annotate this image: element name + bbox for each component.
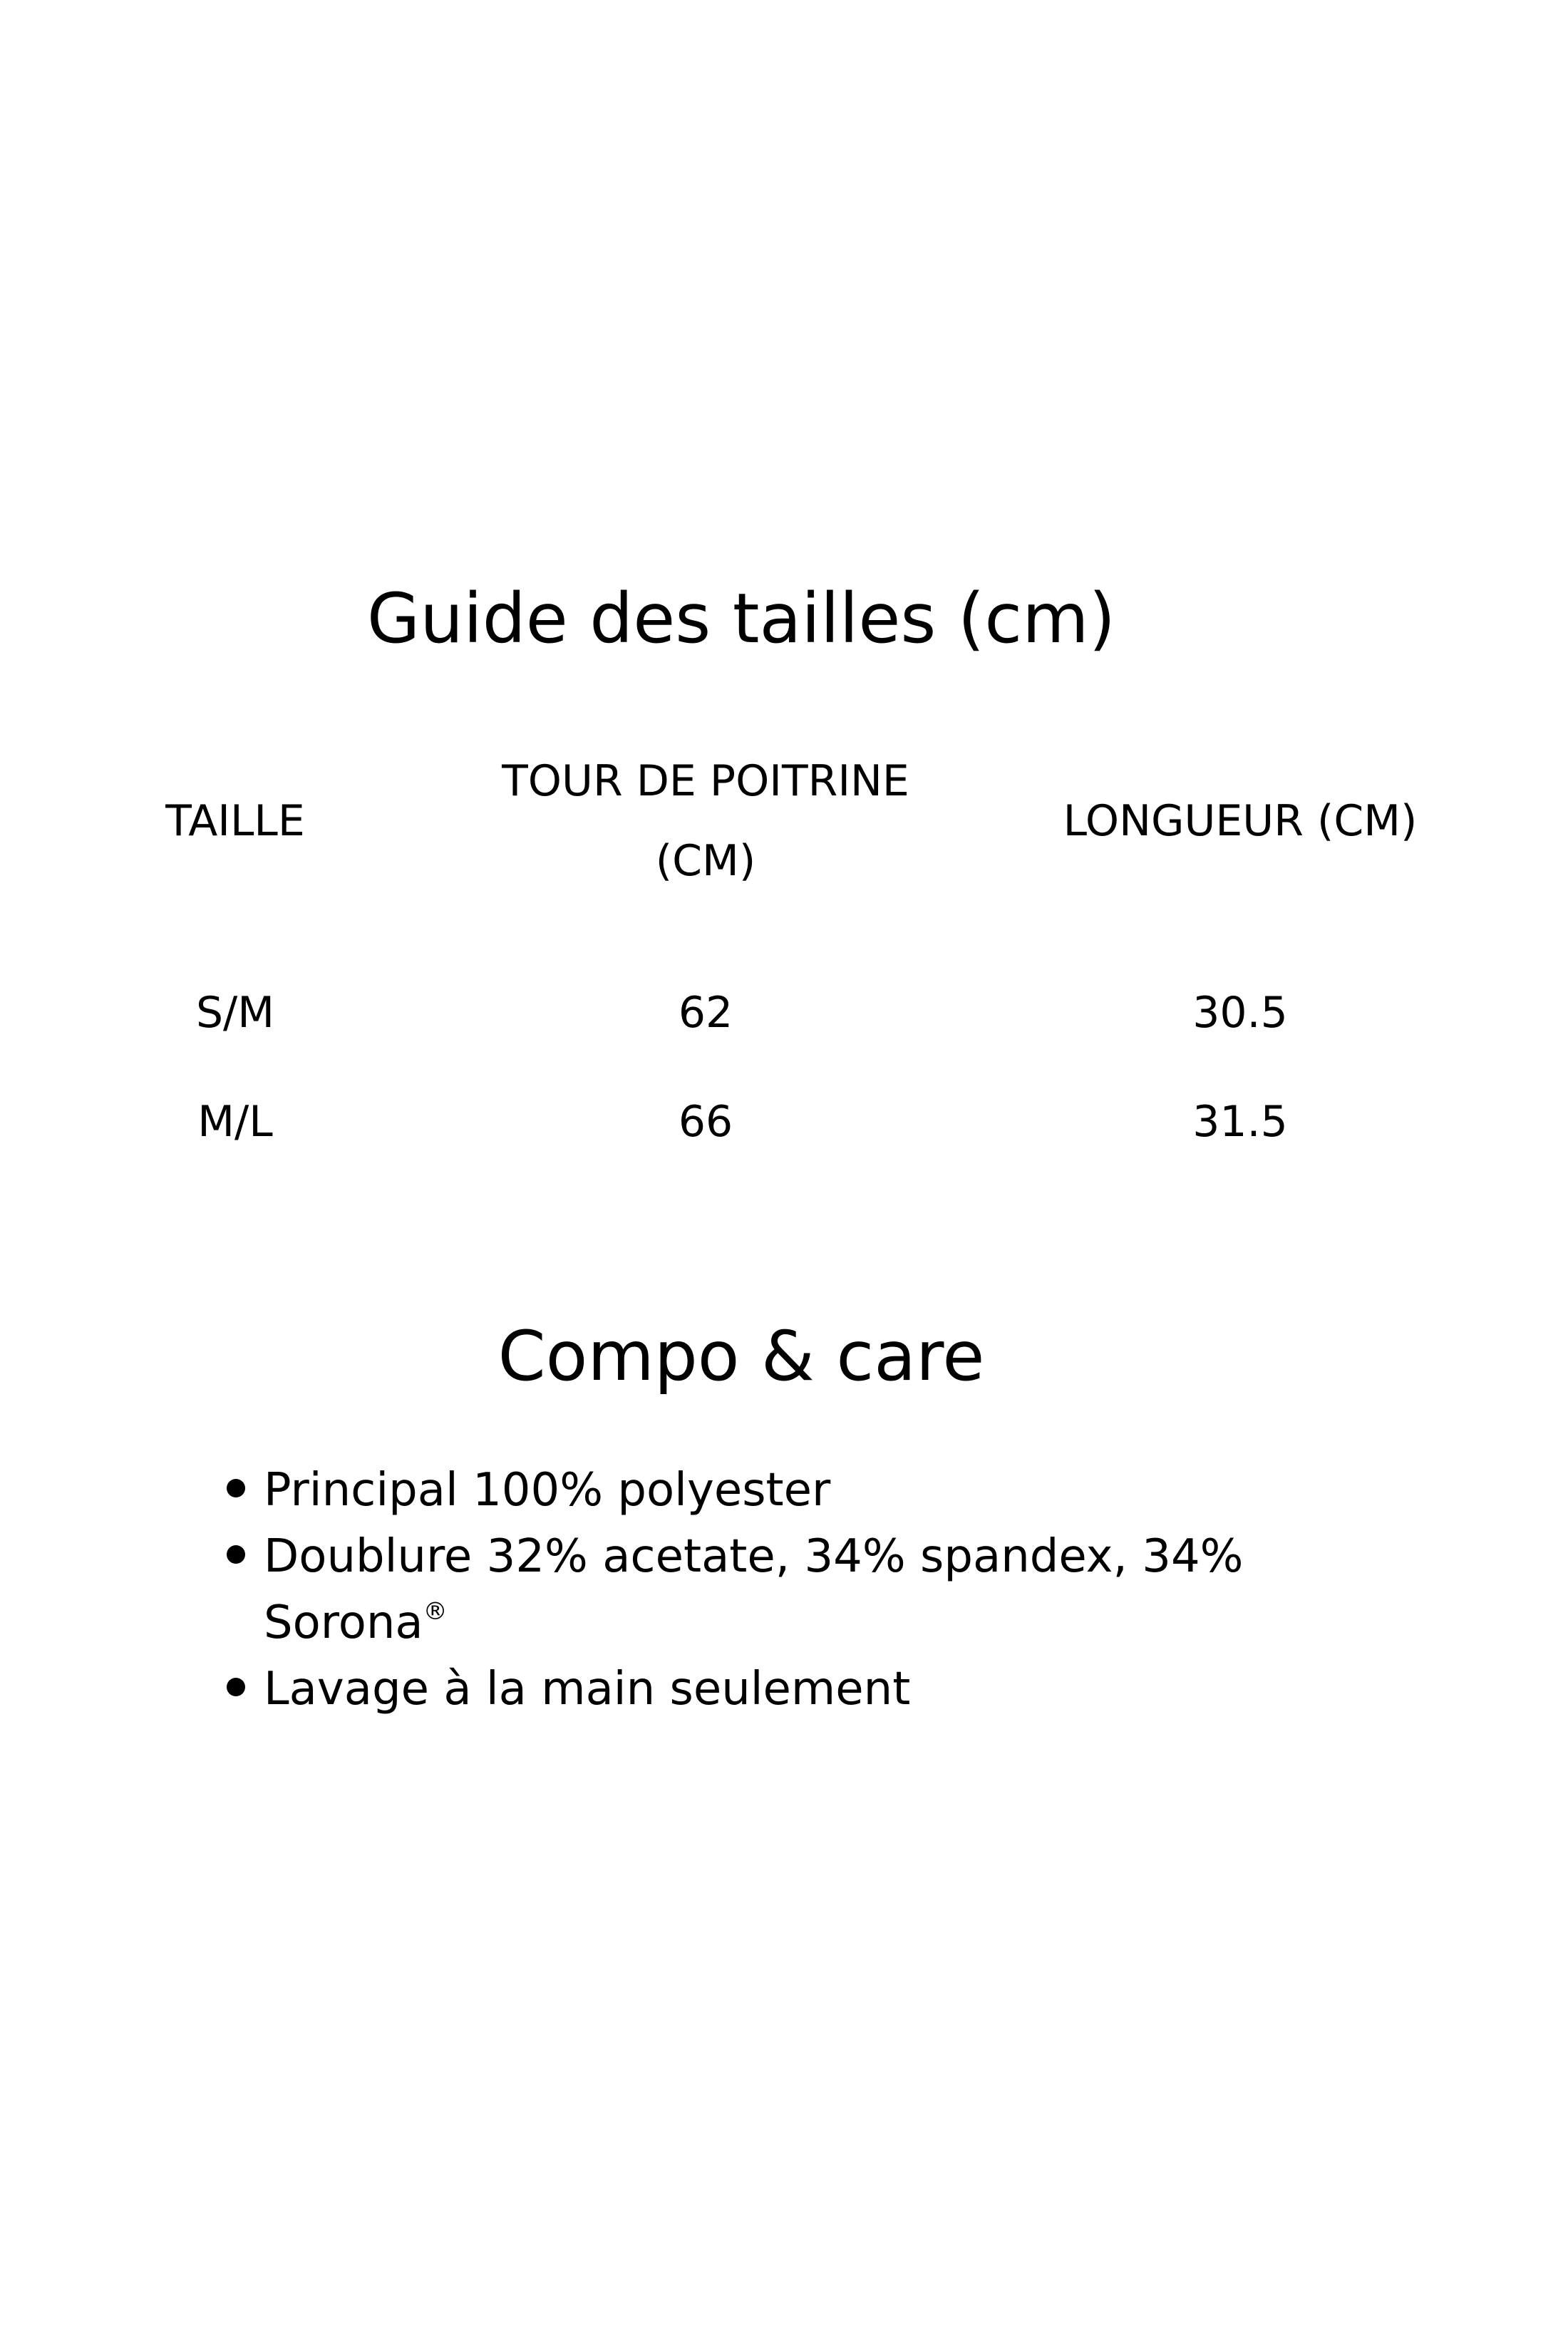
table-cell-size: S/M: [195, 988, 275, 1038]
care-item-text-line2: Sorona: [264, 1597, 423, 1649]
header-longueur: LONGUEUR (CM): [1063, 796, 1418, 846]
bullet-icon: [227, 1479, 245, 1497]
table-cell-size: M/L: [197, 1097, 273, 1147]
list-item: [214, 1524, 1326, 1656]
care-item-text: Lavage à la main seulement: [264, 1663, 911, 1716]
list-item: [214, 1458, 1326, 1524]
header-tour-de-poitrine-line2: (CM): [655, 836, 756, 886]
list-item: [214, 1656, 1326, 1723]
header-tour-de-poitrine-line1: TOUR DE POITRINE: [502, 756, 909, 806]
size-guide-title: Guide des tailles (cm): [366, 579, 1116, 659]
care-item-text: Principal 100% polyester: [264, 1464, 831, 1517]
registered-mark: ®: [423, 1597, 448, 1626]
compo-care-title: Compo & care: [497, 1316, 985, 1396]
table-cell-chest: 66: [678, 1097, 733, 1147]
care-item-text-line1: Doublure 32% acetate, 34% spandex, 34%: [264, 1530, 1244, 1583]
header-taille: TAILLE: [165, 796, 305, 846]
care-list: [214, 1458, 1326, 1723]
bullet-icon: [227, 1545, 245, 1564]
table-cell-length: 30.5: [1192, 988, 1288, 1038]
bullet-icon: [227, 1678, 245, 1696]
table-cell-chest: 62: [678, 988, 733, 1038]
table-cell-length: 31.5: [1192, 1097, 1288, 1147]
header-tour-de-poitrine: [442, 741, 969, 901]
